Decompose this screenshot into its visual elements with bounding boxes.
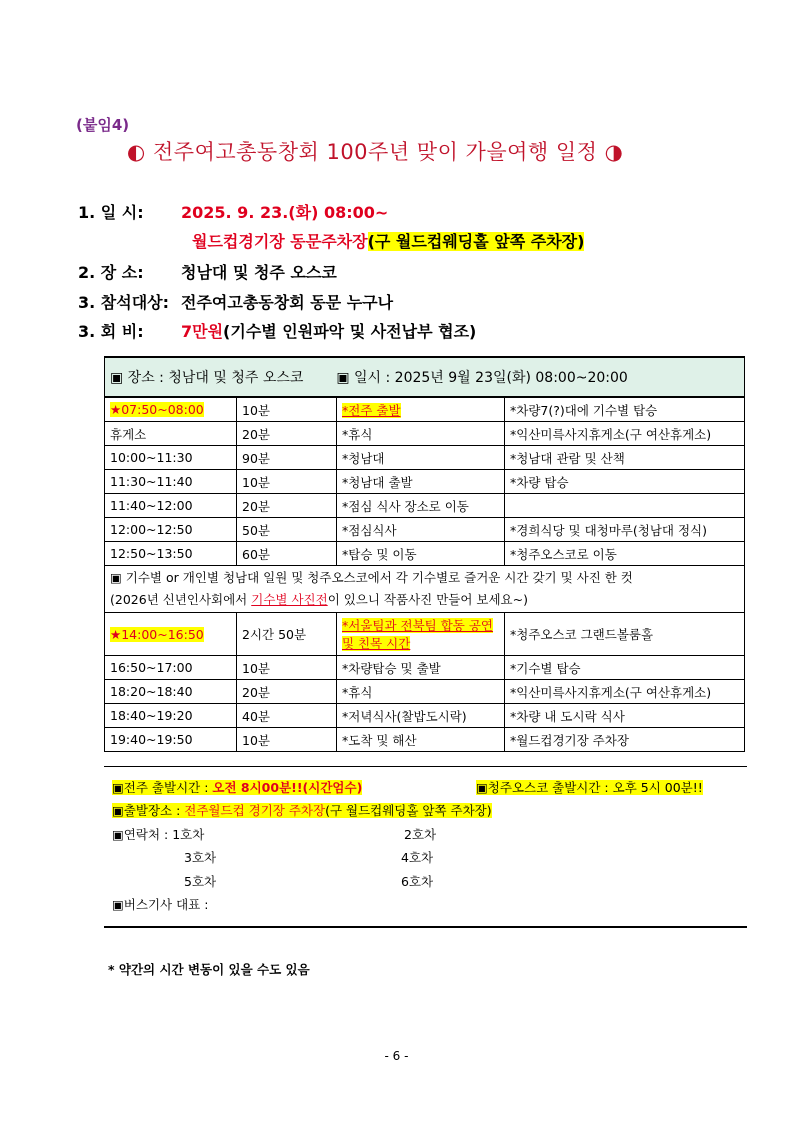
cell-dur: [237, 397, 337, 422]
date-value: 2025. 9. 23.(화) 08:00~: [181, 203, 389, 222]
departure-place-line: [112, 801, 492, 819]
cell-dur-text: 20분: [242, 684, 270, 700]
cell-note-text: *기수별 탑승: [510, 660, 581, 676]
cell-dur: [237, 728, 337, 752]
cell-act-text: *전주 출발: [342, 402, 401, 418]
cell-time: [105, 470, 237, 494]
cell-note: [505, 728, 745, 752]
cell-note: [505, 470, 745, 494]
attendees-value: 전주여고총동창회 동문 누구나: [181, 293, 394, 312]
special-note: *청주오스코 그랜드볼룸홀: [505, 613, 745, 656]
cell-act-text: *도착 및 해산: [342, 732, 417, 748]
cell-dur-text: 90분: [242, 450, 270, 466]
cell-act-text: *점심 식사 장소로 이동: [342, 498, 469, 514]
cell-note-text: *차량 내 도시락 식사: [510, 708, 625, 724]
attendees-line: [78, 292, 393, 314]
cell-dur-text: 20분: [242, 498, 270, 514]
cell-time: [105, 446, 237, 470]
fee-label: 3. 회 비:: [78, 322, 144, 341]
page-number: - 6 -: [384, 1049, 409, 1063]
cell-time-text: 19:40~19:50: [110, 732, 193, 747]
schedule-table: [104, 356, 745, 752]
date-label: 1. 일 시:: [78, 203, 144, 222]
schedule-row: [105, 542, 745, 566]
cell-note: [505, 397, 745, 422]
schedule-row: [105, 470, 745, 494]
meeting-place-note: (구 월드컵웨딩홀 앞쪽 주차장): [367, 232, 585, 251]
departure-value: 오전 8시00분!!(시간엄수): [212, 780, 363, 795]
cell-note-text: *청남대 관람 및 산책: [510, 450, 625, 466]
cell-note: [505, 542, 745, 566]
date-line: [78, 202, 388, 224]
note-line-2-pre: (2026년 신년인사회에서: [110, 592, 252, 607]
cell-act-text: *휴식: [342, 426, 373, 442]
cell-time: [105, 656, 237, 680]
cell-time-text: 12:00~12:50: [110, 522, 193, 537]
cell-time-text: 18:40~19:20: [110, 708, 193, 723]
location-label: 2. 장 소:: [78, 263, 144, 282]
schedule-row: [105, 446, 745, 470]
cell-dur-text: 40분: [242, 708, 270, 724]
cell-note-text: *익산미륵사지휴게소(구 여산휴게소): [510, 426, 712, 442]
cell-dur: [237, 494, 337, 518]
contact-bus3: 3호차: [184, 850, 217, 865]
cell-note: [505, 422, 745, 446]
cell-act-text: *저녁식사(찰밥도시락): [342, 708, 467, 724]
cell-note: [505, 704, 745, 728]
cell-time: [105, 542, 237, 566]
cell-dur: [237, 704, 337, 728]
location-value: 청남대 및 청주 오스코: [181, 263, 337, 282]
cell-dur-text: 10분: [242, 474, 270, 490]
cell-act: [337, 704, 505, 728]
schedule-header: [105, 357, 745, 397]
cell-time-text: 12:50~13:50: [110, 546, 193, 561]
contact-bus4: 4호차: [401, 850, 434, 865]
schedule-row: [105, 494, 745, 518]
departure-place-note: (구 월드컵웨딩홀 앞쪽 주차장): [325, 803, 492, 818]
cell-note: [505, 446, 745, 470]
cell-time-text: ★07:50~08:00: [110, 402, 204, 417]
attachment-label: (붙임4): [76, 116, 130, 134]
cell-note-text: *월드컵경기장 주차장: [510, 732, 629, 748]
cell-dur: [237, 470, 337, 494]
cell-act-text: *휴식: [342, 684, 373, 700]
cell-dur: [237, 446, 337, 470]
cell-dur: [237, 656, 337, 680]
cell-act-text: *청남대 출발: [342, 474, 413, 490]
schedule-row: [105, 422, 745, 446]
cell-dur-text: 20분: [242, 426, 270, 442]
cell-time: [105, 422, 237, 446]
cell-act: [337, 656, 505, 680]
fee-amount: 7만원: [181, 322, 224, 341]
contact-bus6: 6호차: [401, 874, 434, 889]
cell-dur-text: 60분: [242, 546, 270, 562]
cell-time-text: 11:40~12:00: [110, 498, 193, 513]
special-duration: 2시간 50분: [237, 613, 337, 656]
note-line-2: [110, 589, 739, 611]
contact-bus5: 5호차: [184, 874, 217, 889]
contact-bus2: 2호차: [404, 827, 437, 842]
cell-note-text: *차량7(?)대에 기수별 탑승: [510, 402, 658, 418]
cell-note-text: *익산미륵사지휴게소(구 여산휴게소): [510, 684, 712, 700]
cell-act: [337, 446, 505, 470]
cell-time: [105, 397, 237, 422]
cell-dur: [237, 680, 337, 704]
remark: * 약간의 시간 변동이 있을 수도 있음: [108, 962, 310, 977]
cell-note-text: *차량 탑승: [510, 474, 569, 490]
cell-act: [337, 494, 505, 518]
cell-act: [337, 470, 505, 494]
cell-dur-text: 50분: [242, 522, 270, 538]
cell-time-text: 10:00~11:30: [110, 450, 193, 465]
cell-note: [505, 518, 745, 542]
cell-dur-text: 10분: [242, 732, 270, 748]
schedule-row: [105, 704, 745, 728]
meeting-place: 월드컵경기장 동문주차장: [192, 232, 368, 251]
cell-note-text: *청주오스코로 이동: [510, 546, 617, 562]
cell-act-text: *차량탑승 및 출발: [342, 660, 441, 676]
cell-act: [337, 728, 505, 752]
note-line-2-post: 이 있으니 작품사진 만들어 보세요~): [327, 592, 528, 607]
cell-time: [105, 680, 237, 704]
header-date: ▣ 일시 : 2025년 9월 23일(화) 08:00~20:00: [336, 370, 628, 386]
header-place: ▣ 장소 : 청남대 및 청주 오스코: [110, 370, 304, 386]
special-time: ★14:00~16:50: [110, 626, 204, 642]
departure-time-line: [112, 778, 362, 796]
footer-box: [104, 770, 747, 928]
cell-act: [337, 680, 505, 704]
attendees-label: 3. 참석대상:: [78, 293, 170, 312]
special-activity: *서울팀과 전북팀 합동 공연 및 친목 시간: [342, 618, 493, 651]
schedule-row: [105, 728, 745, 752]
cell-dur-text: 10분: [242, 402, 270, 418]
return-time: ▣청주오스코 출발시간 : 오후 5시 00분!!: [476, 780, 703, 795]
note-row: [105, 566, 745, 613]
departure-label: ▣전주 출발시간 :: [112, 780, 213, 795]
cell-act: [337, 422, 505, 446]
cell-time-text: 18:20~18:40: [110, 684, 193, 699]
cell-time: [105, 494, 237, 518]
return-time-line: [476, 778, 703, 796]
cell-act-text: *청남대: [342, 450, 385, 466]
note-line-1: ▣ 기수별 or 개인별 청남대 일원 및 청주오스코에서 각 기수별로 즐거운 시간 갖기 및 사진 한 컷: [110, 570, 633, 585]
schedule-row: [105, 397, 745, 422]
cell-note: [505, 494, 745, 518]
departure-place: 전주월드컵 경기장 주차장: [184, 803, 326, 818]
cell-dur: [237, 422, 337, 446]
cell-time: [105, 518, 237, 542]
footer-divider: [104, 766, 747, 767]
special-row: [105, 613, 745, 656]
cell-time-text: 휴게소: [110, 426, 147, 442]
cell-note: [505, 656, 745, 680]
fee-line: [78, 321, 476, 343]
cell-time: [105, 728, 237, 752]
fee-note: (기수별 인원파악 및 사전납부 협조): [223, 322, 477, 341]
document-title: ◐ 전주여고총동창회 100주년 맞이 가을여행 일정 ◑: [127, 140, 624, 164]
cell-act-text: *점심식사: [342, 522, 397, 538]
cell-dur: [237, 542, 337, 566]
schedule-row: [105, 680, 745, 704]
cell-act: [337, 397, 505, 422]
cell-note-text: *경희식당 및 대청마루(청남대 정식): [510, 522, 707, 538]
cell-time-text: 16:50~17:00: [110, 660, 193, 675]
departure-place-label: ▣출발장소 :: [112, 803, 185, 818]
schedule-row: [105, 518, 745, 542]
contact-bus1: ▣연락처 : 1호차: [112, 827, 205, 842]
cell-note: [505, 680, 745, 704]
cell-time-text: 11:30~11:40: [110, 474, 193, 489]
meeting-place-line: [192, 231, 584, 253]
photo-exhibit: 기수별 사진전: [251, 592, 328, 607]
cell-act-text: *탑승 및 이동: [342, 546, 417, 562]
driver-rep: ▣버스기사 대표 :: [112, 897, 209, 912]
schedule-row: [105, 656, 745, 680]
location-line: [78, 262, 337, 284]
cell-dur-text: 10분: [242, 660, 270, 676]
cell-time: [105, 704, 237, 728]
cell-act: [337, 542, 505, 566]
cell-act: [337, 518, 505, 542]
cell-dur: [237, 518, 337, 542]
